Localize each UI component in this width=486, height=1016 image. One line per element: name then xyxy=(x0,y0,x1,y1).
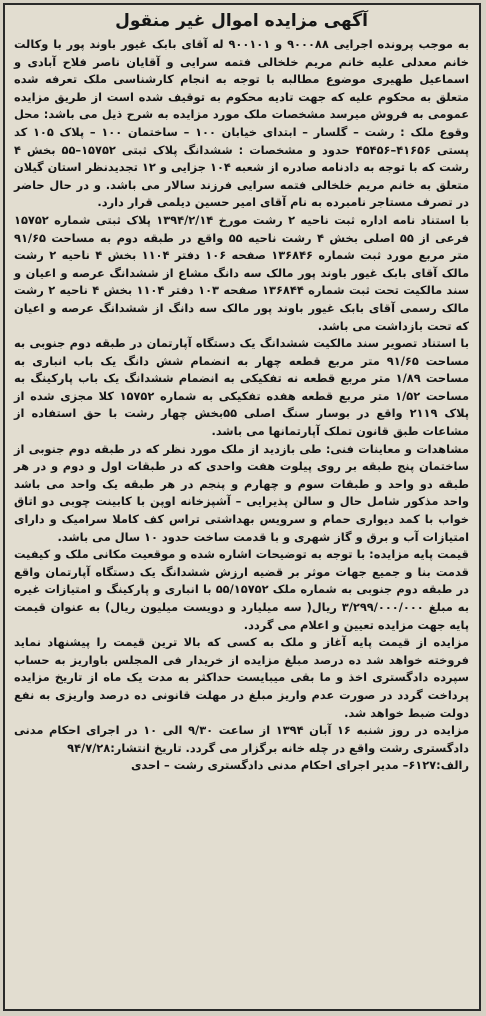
paragraph-auction-terms: مزایده از قیمت پایه آغاز و ملک به کسی که بالا ترین قیمت را پیشنهاد نماید فروخته خواهد شد ده درصد مبلغ مزایده از خریدار فی المجلس باواریز به حساب سپرده دادگستری اخذ و ما بقی میبایست حداکثر به مدت یک ماه از تاریخ مزایده پرداخت گردد در صورت عدم واریز مبلغ در مهلت قانونی ده درصد واریزی به نفع دولت ضبط خواهد شد. xyxy=(14,635,469,720)
paragraph-base-price: قیمت پایه مزایده: با توجه به توضیحات اشاره شده و موقعیت مکانی ملک و کیفیت قدمت بنا و جمیع جهات موثر بر قضیه ارزش ششدانگ یک دستگاه آپارتمان واقع در طبقه دوم جنوبی به شماره ملک ۵۵/۱۵۷۵۲ با انباری و پارکینگ و امتیازات غیره به مبلغ ۳/۲۹۹/۰۰۰/۰۰۰ ریال( سه میلیارد و دویست میلیون ریال) به عنوان قیمت پایه جهت مزایده تعیین و اعلام می گردد. xyxy=(14,547,469,632)
notice-signature: رالف:۶۱۲۷– مدیر اجرای احکام مدنی دادگستری رشت – احدی xyxy=(130,758,469,773)
auction-notice xyxy=(3,3,481,1011)
notice-title: آگهی مزایده اموال غیر منقول xyxy=(115,11,368,31)
paragraph-technical-inspection: مشاهدات و معاینات فنی: طی بازدید از ملک مورد نظر که در طبقه دوم جنوبی از ساختمان پنج طبقه بر روی پیلوت هفت واحدی که در طبقات اول و دوم و در هر طبقه دو واحد و طبقات سوم و چهارم و پنجم در هر طبقه یک واحد می باشد واحد مذکور شامل حال و سالن پذیرایی – آشپزخانه اوپن با کابینت چوبی دو اتاق خواب با کمد دیواری حمام و سرویس بهداشتی تراس کف کاملا سرامیک و دارای امتیازات آب و برق و گاز شهری و با قدمت ساخت حدود ۱۰ سال می باشد. xyxy=(14,441,469,544)
paragraph-ownership-deed: با استناد تصویر سند مالکیت ششدانگ یک دستگاه آپارتمان در طبقه دوم جنوبی به مساحت ۹۱/۶۵ متر مربع قطعه چهار به انضمام شش دانگ یک باب انباری به مساحت ۱/۸۹ متر مربع قطعه نه تفکیکی به انضمام ششدانگ یک باب پارکینگ به مساحت ۱/۵۲ متر مربع قطعه هفده تفکیکی به شماره ۱۵۷۵۲ کلا مجزی شده از پلاک ۲۱۱۹ واقع در بوسار سنگ اصلی ۵۵بخش چهار رشت با حق استفاده از مشاعات طبق قانون تملک آپارتمانها می باشد. xyxy=(14,336,470,439)
paragraph-case-and-property: به موجب پرونده اجرایی ۹۰۰۰۸۸ و ۹۰۰۱۰۱ له آقای بابک غیور باوند پور با وکالت خانم معدلی علیه خانم مریم خلخالی فتمه سرایی و آقایان ناصر فلاح آبادی و اسماعیل طهیری موضوع مطالبه با توجه به انجام کارشناسی ملک تعرفه شده متعلق به محکوم علیه که جهت تادیه محکوم به توقیف شده است از طریق مزایده عمومی به فروش میرسد مشخصات ملک مورد مزایده به شرح ذیل می باشد: محل وقوع ملک : رشت – گلسار – ابتدای خیابان ۱۰۰ – ساختمان ۱۰۰ – پلاک ۱۰۵ کد پستی ۴۱۶۵۶–۴۵۴۵۶ حدود و مشخصات : ششدانگ پلاک ثبتی ۱۵۷۵۲–۵۵ بخش ۴ رشت که با توجه به دادنامه صادره از شعبه ۱۰۴ جزایی و ۱۲ تجدیدنظر استان گیلان متعلق به خانم مریم خلخالی فتمه سرایی فرزند سالار می باشد. و در حال حاضر در تصرف مستاجر نامبرده به نام آقای امیر حسین دیلمی قرار دارد. xyxy=(14,37,470,210)
paragraph-registry-details: با استناد نامه اداره ثبت ناحیه ۲ رشت مورخ ۱۳۹۴/۲/۱۴ پلاک ثبتی شماره ۱۵۷۵۲ فرعی از ۵۵ اصلی بخش ۴ رشت ناحیه ۵۵ واقع در طبقه دوم به مساحت ۹۱/۶۵ متر مربع مورد ثبت شماره ۱۳۶۸۴۶ صفحه ۱۰۶ دفتر ۱۱۰۴ بخش ۴ ناحیه ۲ رشت مالک آقای بابک غیور باوند پور مالک سه دانگ مشاع از ششدانگ عرصه و اعیان و سند مالکیت تحت ثبت شماره ۱۳۶۸۴۴ صفحه ۱۰۳ دفتر ۱۱۰۴ بخش ۴ ناحیه ۲ رشت مالک رسمی آقای بابک غیور باوند پور مالک سه دانگ از ششدانگ عرصه و اعیان که تحت بازداشت می باشد. xyxy=(14,212,469,333)
paragraph-auction-date: مزایده در روز شنبه ۱۶ آبان ۱۳۹۴ از ساعت ۹/۳۰ الی ۱۰ در اجرای احکام مدنی دادگستری رشت واقع در چله خانه برگزار می گردد. تاریخ انتشار:۹۴/۷/۲۸ xyxy=(14,723,469,755)
